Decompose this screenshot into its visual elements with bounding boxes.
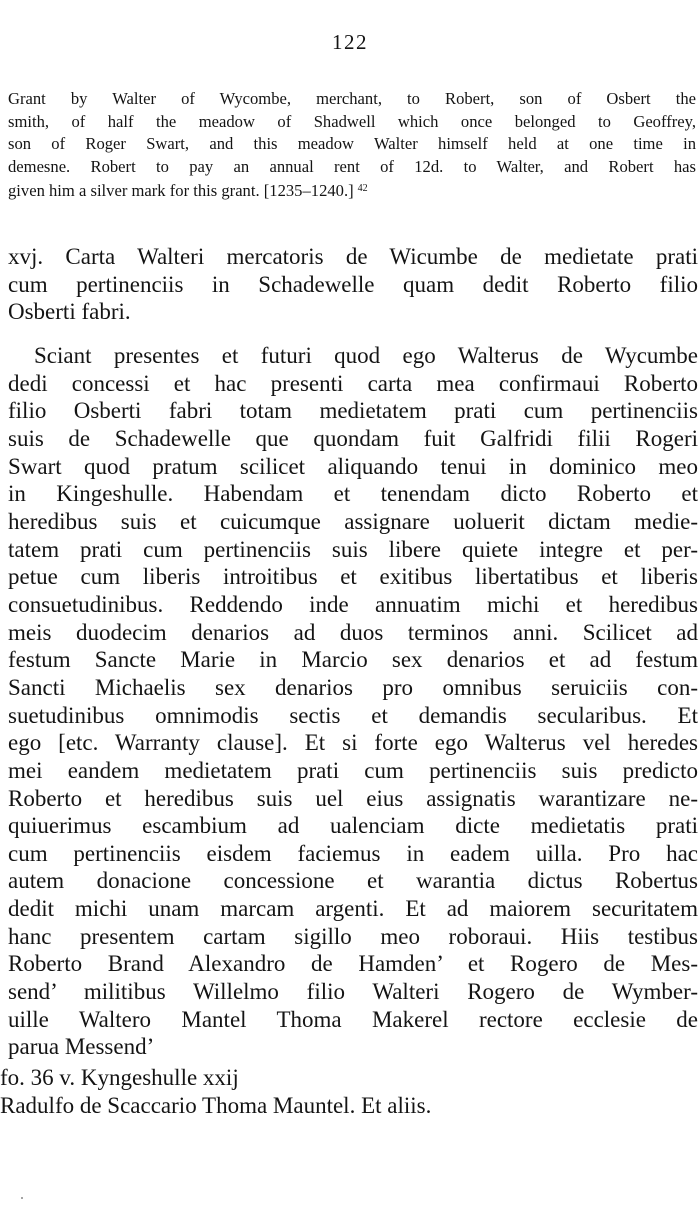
- charter-text: [8, 342, 698, 1061]
- body-line: dedit michi unam marcam argenti. Et ad maiorem securitatem: [8, 896, 698, 922]
- body-line: petue cum liberis introitibus et exitibus libertatibus et liberis: [8, 564, 698, 590]
- body-line: Sciant presentes et futuri quod ego Walterus de Wycumbe: [34, 343, 698, 368]
- body-line: dedi concessi et hac presenti carta mea confirmaui Roberto: [8, 370, 698, 396]
- body-line: send’ militibus Willelmo filio Walteri Rogero de Wymber-: [8, 979, 698, 1005]
- summary-line-last: [8, 178, 696, 203]
- body-line: tatem prati cum pertinenciis suis libere quiete integre et per-: [8, 536, 698, 562]
- english-summary: [8, 88, 696, 203]
- summary-line: given him a silver mark for this grant. [1235–1240.]: [8, 181, 354, 201]
- summary-line: demesne. Robert to pay an annual rent of 12d. to Walter, and Robert has: [8, 156, 696, 176]
- body-line: ego [etc. Warranty clause]. Et si forte ego Walterus vel heredes: [8, 730, 698, 756]
- body-line: consuetudinibus. Reddendo inde annuatim michi et heredibus: [8, 591, 698, 617]
- summary-line: smith, of half the meadow of Shadwell which once belonged to Geoffrey,: [8, 111, 696, 131]
- body-line: hanc presentem cartam sigillo meo roboraui. Hiis testibus: [8, 923, 698, 949]
- witness-line: Radulfo de Scaccario Thoma Mauntel. Et aliis.: [0, 1092, 432, 1118]
- folio-and-witnesses: [0, 1064, 700, 1120]
- charter-heading: [8, 243, 698, 326]
- body-line: autem donacione concessione et warantia dictus Robertus: [8, 868, 698, 894]
- heading-line: Osberti fabri.: [8, 299, 131, 324]
- body-line: suetudinibus omnimodis sectis et demandis secularibus. Et: [8, 702, 698, 728]
- body-line: heredibus suis et cuicumque assignare uoluerit dictam medie-: [8, 508, 698, 534]
- body-line: filio Osberti fabri totam medietatem prati cum pertinenciis: [8, 398, 698, 424]
- body-line: uille Waltero Mantel Thoma Makerel rectore ecclesie de: [8, 1006, 698, 1032]
- body-line: Roberto et heredibus suis uel eius assignatis warantizare ne-: [8, 785, 698, 811]
- footnote-reference: 42: [357, 183, 368, 195]
- body-line: Swart quod pratum scilicet aliquando tenui in dominico meo: [8, 453, 698, 479]
- folio-reference: fo. 36 v. Kyngeshulle xxij: [0, 1065, 239, 1090]
- body-line: Sancti Michaelis sex denarios pro omnibus seruiciis con-: [8, 674, 698, 700]
- body-line: quiuerimus escambium ad ualenciam dicte medietatis prati: [8, 813, 698, 839]
- page-number: 122: [332, 30, 368, 54]
- body-line: mei eandem medietatem prati cum pertinenciis suis predicto: [8, 757, 698, 783]
- heading-line: xvj. Carta Walteri mercatoris de Wicumbe de medietate prati: [8, 244, 698, 269]
- body-line: cum pertinenciis eisdem faciemus in eadem uilla. Pro hac: [8, 840, 698, 866]
- heading-line: cum pertinenciis in Schadewelle quam dedit Roberto filio: [8, 271, 698, 297]
- body-line: parua Messend’: [8, 1034, 155, 1060]
- page-speck: [21, 1197, 23, 1199]
- body-line: festum Sancte Marie in Marcio sex denarios et ad festum: [8, 647, 698, 673]
- summary-line: Grant by Walter of Wycombe, merchant, to Robert, son of Osbert the: [8, 89, 696, 108]
- body-line: suis de Schadewelle que quondam fuit Galfridi filii Rogeri: [8, 425, 698, 451]
- body-line: Roberto Brand Alexandro de Hamden’ et Rogero de Mes-: [8, 951, 698, 977]
- summary-line: son of Roger Swart, and this meadow Walter himself held at one time in: [8, 134, 696, 154]
- body-line: in Kingeshulle. Habendam et tenendam dicto Roberto et: [8, 481, 698, 507]
- body-line: meis duodecim denarios ad duos terminos anni. Scilicet ad: [8, 619, 698, 645]
